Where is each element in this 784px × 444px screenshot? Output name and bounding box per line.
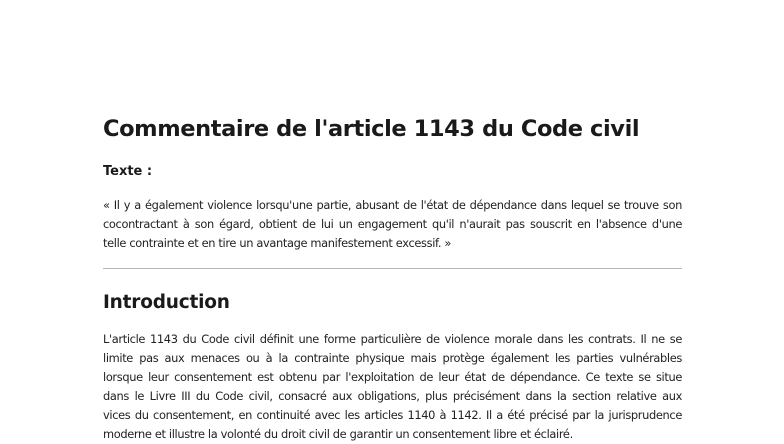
paragraph-line: lorsque leur consentement est obtenu par l'exploitation de leur état de dépendance. Ce texte se situe [103,370,682,384]
quote-line: « Il y a également violence lorsqu'une partie, abusant de l'état de dépendance dans lequel se trouve son [103,198,682,212]
introduction-heading: Introduction [103,292,230,313]
paragraph-line: moderne et illustre la volonté du droit civil de garantir un consentement libre et éclairé. [103,427,573,441]
paragraph-line: limite pas aux menaces ou à la contrainte physique mais protège également les parties vulnérables [103,351,682,365]
section-divider [103,268,682,269]
introduction-paragraph [103,330,682,444]
article-quote [103,196,682,253]
quote-line: cocontractant à son égard, obtient de lui un engagement qu'il n'aurait pas souscrit en l'absence d'une [103,217,682,231]
quote-line: telle contrainte et en tire un avantage manifestement excessif. » [103,236,452,250]
texte-label: Texte : [103,164,153,179]
document-title: Commentaire de l'article 1143 du Code civil [103,116,640,142]
paragraph-line: dans le Livre III du Code civil, consacré aux obligations, plus précisément dans la section relative aux [103,389,682,403]
paragraph-line: L'article 1143 du Code civil définit une forme particulière de violence morale dans les contrats. Il ne se [103,332,682,346]
paragraph-line: vices du consentement, en continuité avec les articles 1140 à 1142. Il a été précisé par la jurisprudence [103,408,682,422]
